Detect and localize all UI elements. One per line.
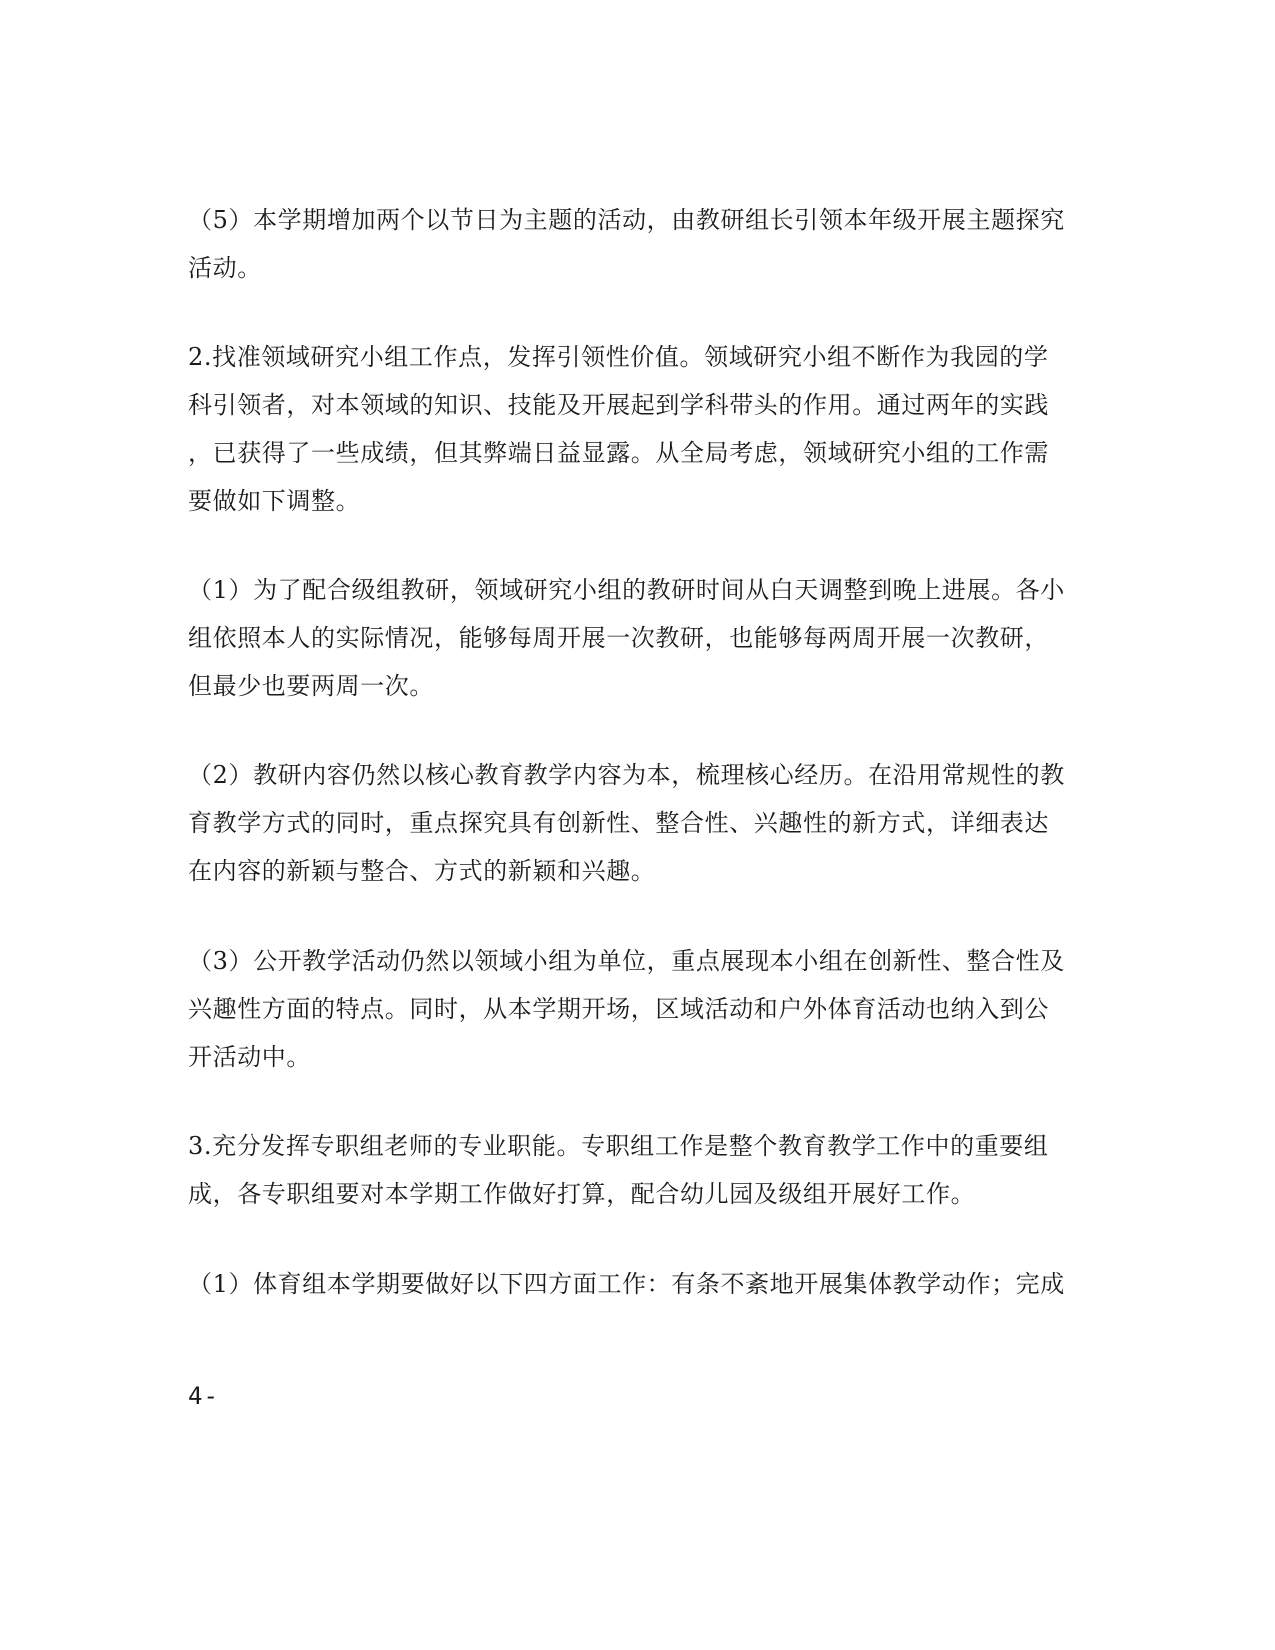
paragraph-section-2-item-2 xyxy=(188,751,1088,895)
text-line: 组依照本人的实际情况，能够每周开展一次教研，也能够每两周开展一次教研， xyxy=(188,624,1049,652)
text-line: 在内容的新颖与整合、方式的新颖和兴趣。 xyxy=(188,857,656,885)
text-line: 开活动中。 xyxy=(188,1043,311,1071)
paragraph-section-2 xyxy=(188,333,1088,525)
paragraph-section-3 xyxy=(188,1122,1088,1218)
text-line: （1）体育组本学期要做好以下四方面工作：有条不紊地开展集体教学动作；完成 xyxy=(188,1270,1065,1298)
text-line: （2）教研内容仍然以核心教育教学内容为本，梳理核心经历。在沿用常规性的教 xyxy=(188,761,1065,789)
text-line: （5）本学期增加两个以节日为主题的活动，由教研组长引领本年级开展主题探究 xyxy=(188,206,1065,234)
paragraph-section-2-item-3 xyxy=(188,937,1088,1081)
text-line: 要做如下调整。 xyxy=(188,487,361,515)
text-line: 成，各专职组要对本学期工作做好打算，配合幼儿园及级组开展好工作。 xyxy=(188,1180,976,1208)
text-line: 但最少也要两周一次。 xyxy=(188,672,434,700)
text-line: （3）公开教学活动仍然以领域小组为单位，重点展现本小组在创新性、整合性及 xyxy=(188,947,1065,975)
paragraph-section-3-item-1 xyxy=(188,1260,1088,1308)
text-line: 科引领者，对本领域的知识、技能及开展起到学科带头的作用。通过两年的实践 xyxy=(188,391,1049,419)
text-line: 活动。 xyxy=(188,254,262,282)
text-line: 3.充分发挥专职组老师的专业职能。专职组工作是整个教育教学工作中的重要组 xyxy=(188,1132,1049,1160)
text-line: 兴趣性方面的特点。同时，从本学期开场，区域活动和户外体育活动也纳入到公 xyxy=(188,995,1049,1023)
text-line: 2.找准领域研究小组工作点，发挥引领性价值。领域研究小组不断作为我园的学 xyxy=(188,343,1049,371)
paragraph-section-2-item-1 xyxy=(188,566,1088,710)
page-number: 4- xyxy=(188,1382,219,1410)
text-line: 育教学方式的同时，重点探究具有创新性、整合性、兴趣性的新方式，详细表达 xyxy=(188,809,1049,837)
paragraph-item-5 xyxy=(188,196,1088,292)
text-line: （1）为了配合级组教研，领域研究小组的教研时间从白天调整到晚上进展。各小 xyxy=(188,576,1065,604)
text-line: ，已获得了一些成绩，但其弊端日益显露。从全局考虑，领域研究小组的工作需 xyxy=(188,439,1049,467)
